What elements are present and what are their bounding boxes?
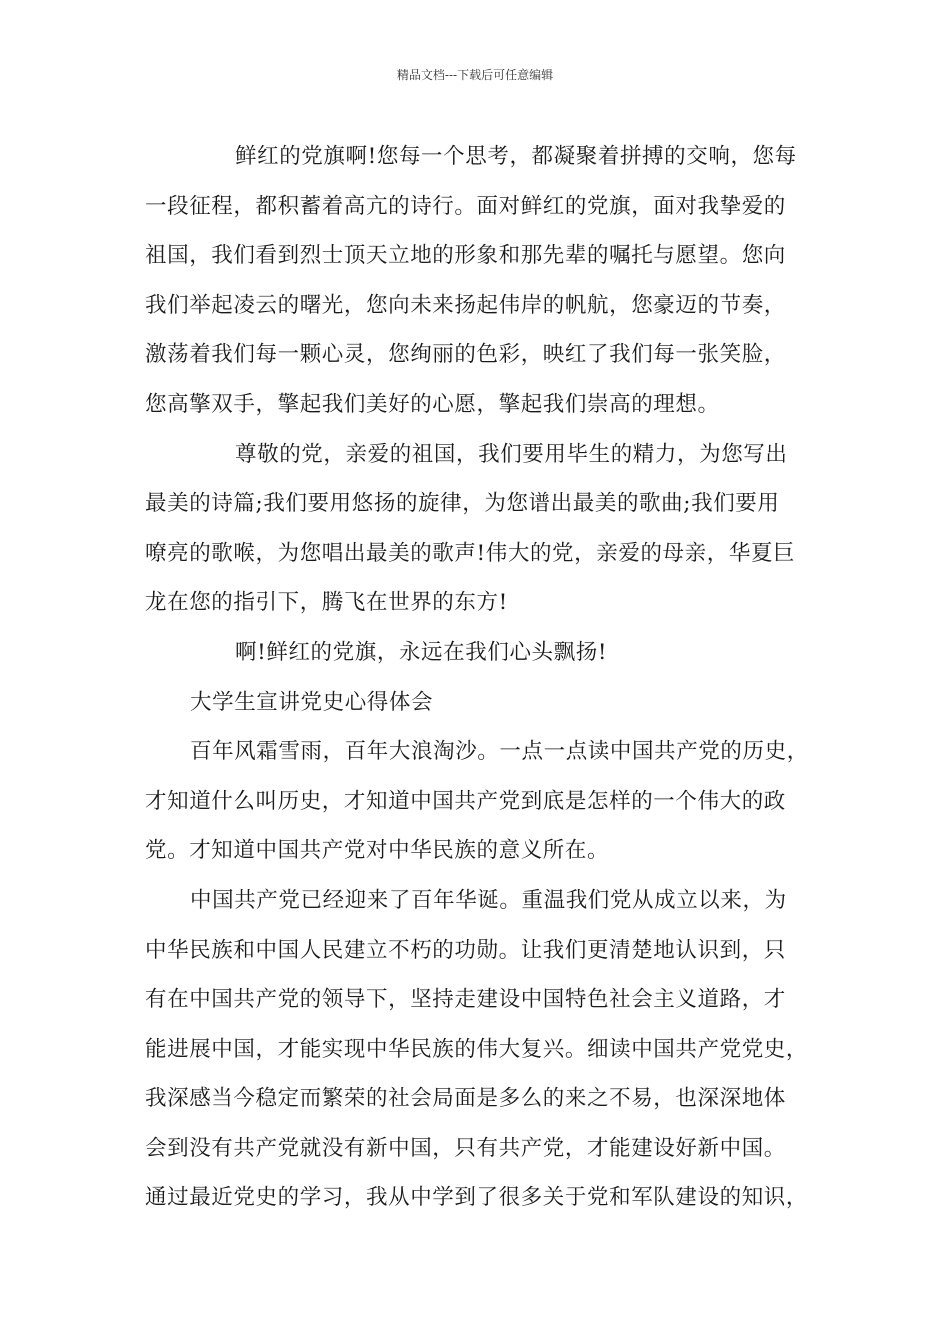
text-line: 激荡着我们每一颗心灵，您绚丽的色彩，映红了我们每一张笑脸， [145,342,786,368]
text-line: 一段征程，都积蓄着高亢的诗行。面对鲜红的党旗，面对我挚爱的 [145,193,786,219]
text-line: 您高擎双手，擎起我们美好的心愿，擎起我们崇高的理想。 [145,391,720,417]
text-line: 龙在您的指引下，腾飞在世界的东方! [145,590,508,616]
text-line: 百年风霜雪雨，百年大浪淘沙。一点一点读中国共产党的历史， [190,739,809,765]
text-line: 我深感当今稳定而繁荣的社会局面是多么的来之不易，也深深地体 [145,1086,786,1112]
text-line: 会到没有共产党就没有新中国，只有共产党，才能建设好新中国。 [145,1135,786,1161]
text-line: 能进展中国，才能实现中华民族的伟大复兴。细读中国共产党党史， [145,1036,809,1062]
text-line: 才知道什么叫历史，才知道中国共产党到底是怎样的一个伟大的政 [145,788,786,814]
text-line: 祖国，我们看到烈士顶天立地的形象和那先辈的嘱托与愿望。您向 [145,243,786,269]
text-line: 有在中国共产党的领导下，坚持走建设中国特色社会主义道路，才 [145,987,786,1013]
text-line: 我们举起凌云的曙光，您向未来扬起伟岸的帆航，您豪迈的节奏， [145,292,786,318]
text-line: 中华民族和中国人民建立不朽的功勋。让我们更清楚地认识到，只 [145,937,786,963]
text-line: 鲜红的党旗啊!您每一个思考，都凝聚着拼搏的交响，您每 [235,144,797,169]
page-header: 精品文档---下载后可任意编辑 [396,68,554,82]
text-line: 啊!鲜红的党旗，永远在我们心头飘扬! [235,639,608,665]
text-line: 最美的诗篇;我们要用悠扬的旋律，为您谱出最美的歌曲;我们要用 [145,491,780,517]
text-line: 中国共产党已经迎来了百年华诞。重温我们党从成立以来，为 [190,887,787,913]
text-line: 党。才知道中国共产党对中华民族的意义所在。 [145,838,610,864]
document-body [145,132,835,1223]
text-line: 嘹亮的歌喉，为您唱出最美的歌声!伟大的党，亲爱的母亲，华夏巨 [145,540,796,566]
section-heading: 大学生宣讲党史心得体会 [190,689,434,715]
text-line: 通过最近党史的学习，我从中学到了很多关于党和军队建设的知识， [145,1185,809,1211]
text-line: 尊敬的党，亲爱的祖国，我们要用毕生的精力，为您写出 [235,441,788,467]
